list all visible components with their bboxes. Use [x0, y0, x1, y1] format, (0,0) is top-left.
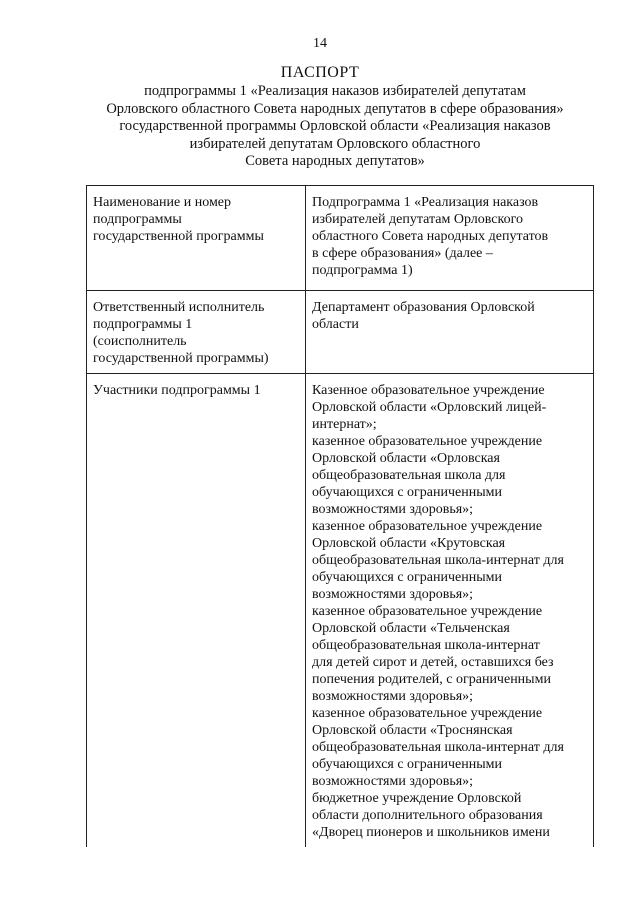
cell-line: общеобразовательная школа-интернат — [312, 638, 540, 653]
cell-line: Наименование и номер — [93, 195, 232, 210]
document-subtitle — [70, 83, 600, 171]
cell-line: Орловской области «Орловский лицей- — [312, 400, 547, 415]
table-cell-label — [87, 374, 306, 848]
cell-line: общеобразовательная школа-интернат для — [312, 553, 564, 568]
table-cell-value — [306, 291, 594, 374]
cell-line: области дополнительного образования — [312, 808, 543, 823]
cell-line: возможностями здоровья»; — [312, 502, 474, 517]
cell-line: казенное образовательное учреждение — [312, 519, 543, 534]
table-cell-label — [87, 186, 306, 291]
cell-line: обучающихся с ограниченными — [312, 485, 502, 500]
cell-line: Казенное образовательное учреждение — [312, 383, 545, 398]
cell-line: Орловской области «Орловская — [312, 451, 500, 466]
cell-line: подпрограммы — [93, 212, 182, 227]
cell-line: общеобразовательная школа для — [312, 468, 506, 483]
cell-line: государственной программы) — [93, 351, 269, 366]
cell-line: для детей сирот и детей, оставшихся без — [312, 655, 554, 670]
passport-table — [86, 185, 594, 847]
cell-line: Департамент образования Орловской — [312, 300, 535, 315]
table-row-responsible-executor — [87, 291, 594, 374]
table-row-subprogram-name — [87, 186, 594, 291]
cell-line: казенное образовательное учреждение — [312, 706, 543, 721]
cell-line: возможностями здоровья»; — [312, 689, 474, 704]
cell-line: казенное образовательное учреждение — [312, 604, 543, 619]
page-number: 14 — [313, 36, 327, 51]
cell-line: бюджетное учреждение Орловской — [312, 791, 522, 806]
table-cell-value — [306, 374, 594, 848]
cell-line: общеобразовательная школа-интернат для — [312, 740, 564, 755]
cell-line: обучающихся с ограниченными — [312, 757, 502, 772]
cell-line: в сфере образования» (далее – — [312, 246, 493, 261]
cell-line: возможностями здоровья»; — [312, 587, 474, 602]
cell-line: Орловской области «Троснянская — [312, 723, 513, 738]
cell-line: интернат»; — [312, 417, 377, 432]
cell-line: попечения родителей, с ограниченными — [312, 672, 551, 687]
cell-line: Орловской области «Крутовская — [312, 536, 506, 551]
table-cell-value — [306, 186, 594, 291]
subtitle-line: Орловского областного Совета народных депутатов в сфере образования» — [106, 100, 564, 117]
cell-line: (соисполнитель — [93, 334, 187, 349]
document-title: ПАСПОРТ — [280, 64, 360, 81]
cell-line: обучающихся с ограниченными — [312, 570, 502, 585]
cell-line: «Дворец пионеров и школьников имени — [312, 825, 550, 840]
table-cell-label — [87, 291, 306, 374]
cell-line: подпрограмма 1) — [312, 263, 413, 278]
cell-line: подпрограммы 1 — [93, 317, 193, 332]
cell-line: Подпрограмма 1 «Реализация наказов — [312, 195, 539, 210]
cell-line: областного Совета народных депутатов — [312, 229, 549, 244]
cell-line: Участники подпрограммы 1 — [93, 383, 261, 398]
cell-line: возможностями здоровья»; — [312, 774, 474, 789]
table-row-participants — [87, 374, 594, 848]
cell-line: избирателей депутатам Орловского — [312, 212, 523, 227]
cell-line: Ответственный исполнитель — [93, 300, 265, 315]
cell-line: государственной программы — [93, 229, 264, 244]
subtitle-line: Совета народных депутатов» — [245, 153, 425, 169]
subtitle-line: подпрограммы 1 «Реализация наказов избирателей депутатам — [144, 83, 526, 99]
subtitle-line: государственной программы Орловской области «Реализация наказов — [119, 118, 551, 134]
cell-line: Орловской области «Тельченская — [312, 621, 510, 636]
cell-line: казенное образовательное учреждение — [312, 434, 543, 449]
cell-line: области — [312, 317, 359, 332]
subtitle-line: избирателей депутатам Орловского областного — [189, 135, 481, 152]
